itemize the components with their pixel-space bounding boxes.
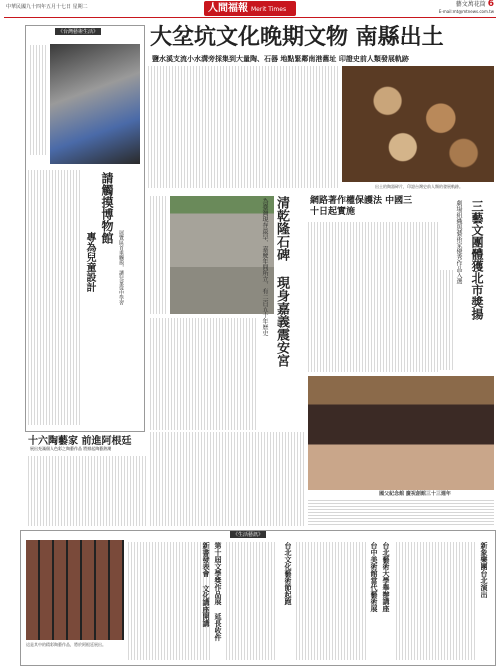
network-headline: 網路著作權保護法 中國三十日起實施: [310, 196, 413, 217]
pottery-exhibit-headline: 十六陶藝家 前進阿根廷: [28, 436, 132, 447]
bottom-box-title: 《生活藝訊》: [230, 531, 266, 538]
bottom-item-5: 台中美術館當代藝術展: [370, 542, 378, 612]
pottery-shards-photo: [342, 66, 494, 182]
network-article-body: [308, 222, 438, 372]
photo-caption-left: [30, 45, 46, 155]
pottery-tiles-photo: [26, 540, 124, 640]
bottom-text-1: [128, 542, 210, 660]
stone-tablet-photo: [170, 196, 274, 314]
museum-photo: [50, 44, 140, 164]
top-article-body: [148, 66, 338, 188]
left-headline: 請觸摸博物館: [100, 172, 114, 244]
logo-text: 人間福報: [208, 3, 248, 14]
top-headline: 大坌坑文化晚期文物 南縣出土: [150, 24, 444, 50]
right-article-body: [440, 270, 454, 370]
right-subhead: 劇場組織與藝術家優秀作品入選: [455, 200, 462, 284]
bottom-item-0: 新象樂團台北演出: [480, 542, 488, 598]
bottom-item-3: 第十屆文學獎作品展 延長收件: [214, 542, 222, 641]
pottery-tiles-caption: 這是其中的精彩陶藝作品，將於阿根廷展出。: [26, 642, 106, 647]
middle-subhead: 為臺灣現存最早、嘉慶年間所立、有二百五十年歷史: [261, 198, 268, 336]
pottery-exhibit-subhead: 展出充滿個人色彩之陶藝作品 將掀起陶藝熱潮: [30, 446, 112, 451]
left-article-body: [28, 170, 80, 425]
lower-middle-body: [150, 432, 304, 526]
section-title: 藝文萬花筒: [455, 1, 486, 8]
bottom-text-3: [296, 542, 366, 660]
left-box-title: 《台灣藝術生活》: [55, 28, 101, 35]
left-subhead: 專為兒童設計: [84, 232, 95, 292]
top-subhead: 鹽水溪支流小水溝旁採集到大量陶、石器 地點緊鄰南港舊址 印證史前人類發展軌跡: [152, 55, 409, 63]
pottery-exhibit-body: [28, 456, 146, 526]
bottom-text-2: [226, 542, 276, 660]
ceremony-caption: 國父紀念館 慶祝創館三十三週年: [379, 491, 451, 497]
header-rule: [4, 17, 496, 18]
bottom-item-1: 台北文化藝術節起跑: [284, 542, 292, 605]
bottom-item-2: 台北藝術大學舉辦講座: [382, 542, 390, 612]
ceremony-article-body: [308, 500, 494, 526]
left-tagline: 展覽區首重觸摸，讓兒童從中學習: [118, 230, 124, 305]
middle-article-body: [150, 318, 258, 430]
bottom-item-4: 新書發表會 文化講座開講: [202, 542, 210, 627]
ceremony-photo: [308, 376, 494, 490]
newspaper-logo: [204, 1, 296, 16]
pottery-photo-caption: 出土的陶器碎片，印證台灣史前人類的發展軌跡。: [375, 184, 463, 189]
page-number: 6: [487, 0, 494, 9]
bottom-text-4: [396, 542, 476, 660]
middle-article-left: [150, 196, 168, 314]
right-headline: 三藝文團體獲北市獎揚: [470, 200, 484, 320]
date-line: 中華民國九十四年五月十七日 星期二: [6, 4, 88, 10]
middle-headline: 清乾隆石碑 現身嘉義震安宮: [274, 196, 289, 367]
logo-subtitle: Merit Times: [251, 6, 287, 13]
page-header-right: [439, 1, 494, 15]
email-text: E-mail:mt@mtnews.com.tw: [438, 9, 494, 14]
